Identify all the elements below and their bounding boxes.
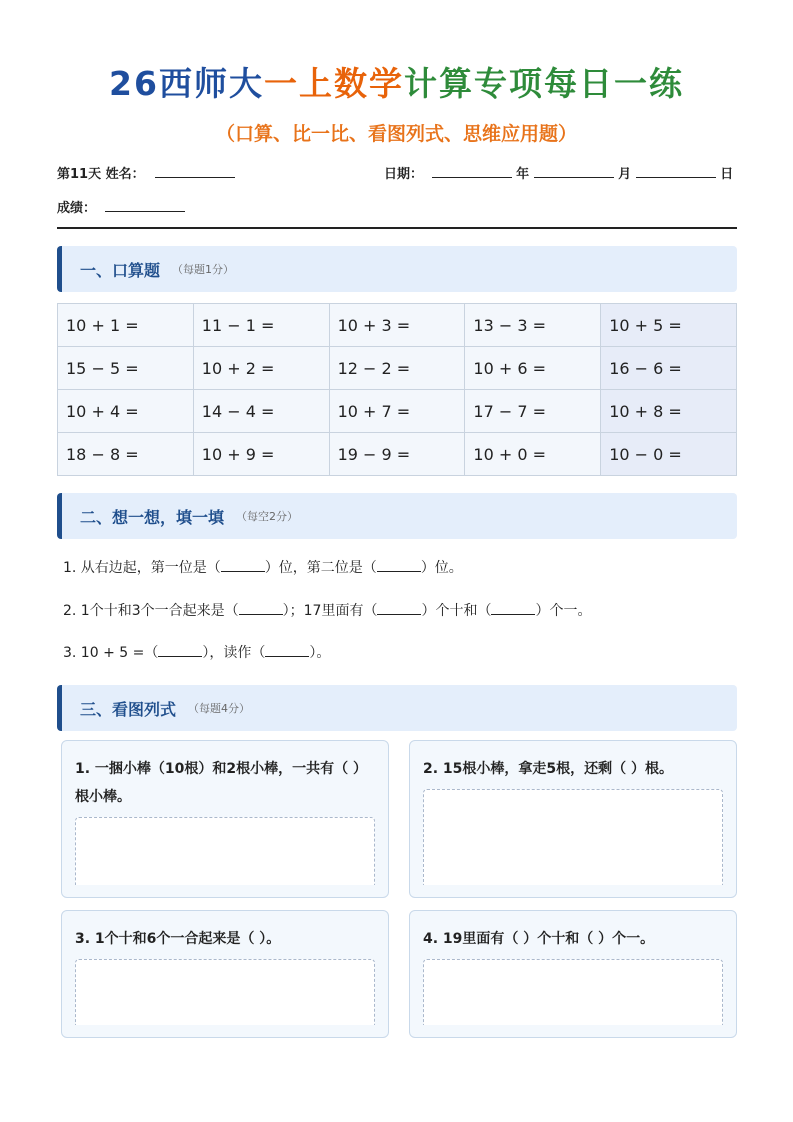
- section-header-oral-calc: [57, 246, 737, 292]
- question-text: ），读作（: [202, 645, 266, 661]
- section-title: 三、看图列式: [80, 699, 177, 719]
- section-note: （每空2分）: [236, 510, 299, 523]
- answer-blank[interactable]: [377, 605, 421, 615]
- fill-question-1: [63, 557, 463, 577]
- calc-cell[interactable]: 10 + 4 =: [58, 390, 194, 433]
- card-question: 4. 19里面有（ ）个十和（ ）个一。: [423, 931, 655, 947]
- answer-blank[interactable]: [239, 605, 283, 615]
- fill-question-3: [63, 642, 330, 662]
- title-part-grade: 一上数学: [263, 64, 404, 103]
- calc-cell[interactable]: 15 − 5 =: [58, 347, 194, 390]
- year-blank[interactable]: [432, 166, 512, 178]
- score-label: 成绩：: [57, 201, 97, 216]
- answer-box[interactable]: [75, 817, 375, 885]
- section-title: 二、想一想，填一填: [80, 507, 225, 527]
- title-part-publisher: 26西师大: [109, 64, 264, 103]
- calc-cell[interactable]: 10 + 9 =: [193, 433, 329, 476]
- section-header-picture-equation: [57, 685, 737, 731]
- answer-blank[interactable]: [377, 562, 421, 572]
- name-blank[interactable]: [155, 166, 235, 178]
- section-note: （每题4分）: [188, 702, 251, 715]
- calc-cell[interactable]: 14 − 4 =: [193, 390, 329, 433]
- day-label: 第11天: [57, 167, 102, 182]
- fill-question-2: [63, 600, 591, 620]
- name-label: 姓名：: [105, 167, 145, 182]
- title-part-topic: 计算专项每日一练: [403, 64, 684, 103]
- calc-cell[interactable]: 10 + 6 =: [465, 347, 601, 390]
- question-text: 1. 从右边起，第一位是（: [63, 560, 221, 576]
- question-text: ）个一。: [535, 603, 592, 619]
- section-note: （每题1分）: [172, 263, 235, 276]
- year-label: 年: [516, 167, 530, 182]
- picture-question-card-4: [409, 910, 737, 1038]
- calc-cell[interactable]: 12 − 2 =: [329, 347, 465, 390]
- calc-cell[interactable]: 10 + 3 =: [329, 304, 465, 347]
- calc-cell[interactable]: 19 − 9 =: [329, 433, 465, 476]
- calc-cell[interactable]: 10 + 8 =: [601, 390, 737, 433]
- page-title: [0, 58, 793, 105]
- picture-question-card-1: [61, 740, 389, 898]
- answer-box[interactable]: [423, 789, 723, 885]
- card-question: 2. 15根小棒，拿走5根，还剩（ ）根。: [423, 761, 674, 777]
- info-row-score: [57, 197, 737, 216]
- calc-cell[interactable]: 10 + 7 =: [329, 390, 465, 433]
- answer-box[interactable]: [423, 959, 723, 1025]
- question-text: ）。: [309, 645, 331, 661]
- section-header-fill-in: [57, 493, 737, 539]
- page-subtitle: （口算、比一比、看图列式、思维应用题）: [215, 123, 577, 145]
- header-divider: [57, 227, 737, 229]
- calc-cell[interactable]: 10 + 2 =: [193, 347, 329, 390]
- question-text: ）位，第二位是（: [264, 560, 377, 576]
- day-blank[interactable]: [636, 166, 716, 178]
- question-text: 2. 1个十和3个一合起来是（: [63, 603, 239, 619]
- answer-blank[interactable]: [221, 562, 265, 572]
- date-group: [384, 163, 733, 182]
- answer-box[interactable]: [75, 959, 375, 1025]
- calc-cell[interactable]: 10 + 1 =: [58, 304, 194, 347]
- calc-cell[interactable]: 17 − 7 =: [465, 390, 601, 433]
- question-text: ）；17里面有（: [282, 603, 378, 619]
- question-text: ）位。: [420, 560, 463, 576]
- info-row-name-date: [57, 163, 737, 182]
- calc-cell[interactable]: 10 + 5 =: [601, 304, 737, 347]
- table-row: [58, 304, 737, 347]
- day-unit-label: 日: [720, 167, 734, 182]
- question-text: ）个十和（: [421, 603, 492, 619]
- answer-blank[interactable]: [158, 647, 202, 657]
- answer-blank[interactable]: [491, 605, 535, 615]
- picture-question-card-3: [61, 910, 389, 1038]
- date-label: 日期：: [384, 167, 424, 182]
- calc-cell[interactable]: 13 − 3 =: [465, 304, 601, 347]
- month-label: 月: [618, 167, 632, 182]
- section-title: 一、口算题: [80, 260, 161, 280]
- picture-question-card-2: [409, 740, 737, 898]
- table-row: [58, 433, 737, 476]
- table-row: [58, 390, 737, 433]
- calc-cell[interactable]: 11 − 1 =: [193, 304, 329, 347]
- answer-blank[interactable]: [265, 647, 309, 657]
- calc-cell[interactable]: 18 − 8 =: [58, 433, 194, 476]
- calc-cell[interactable]: 10 − 0 =: [601, 433, 737, 476]
- table-row: [58, 347, 737, 390]
- oral-calc-table: [57, 303, 737, 476]
- card-question: 1. 一捆小棒（10根）和2根小棒，一共有（ ）根小棒。: [75, 761, 368, 805]
- question-text: 3. 10 + 5 =（: [63, 645, 159, 661]
- calc-cell[interactable]: 10 + 0 =: [465, 433, 601, 476]
- calc-cell[interactable]: 16 − 6 =: [601, 347, 737, 390]
- score-blank[interactable]: [105, 200, 185, 212]
- month-blank[interactable]: [534, 166, 614, 178]
- card-question: 3. 1个十和6个一合起来是（ ）。: [75, 931, 281, 947]
